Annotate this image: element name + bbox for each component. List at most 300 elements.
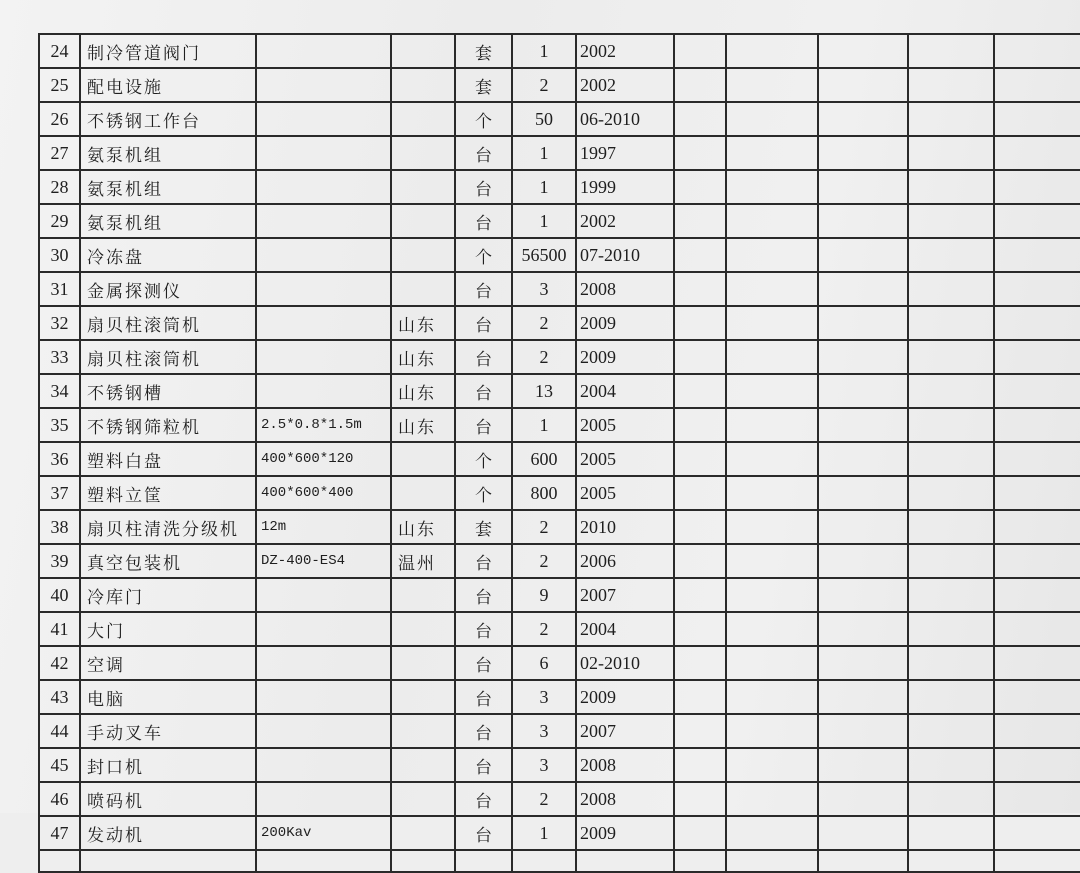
empty-cell xyxy=(994,680,1080,714)
table-row xyxy=(39,680,1080,714)
year-cell: 2007 xyxy=(576,714,674,748)
origin-cell: 山东 xyxy=(391,510,455,544)
empty-cell xyxy=(818,204,908,238)
spec-cell xyxy=(256,714,391,748)
empty-cell xyxy=(674,714,726,748)
origin-cell xyxy=(391,204,455,238)
empty-cell xyxy=(726,306,818,340)
equipment-name-cell: 扇贝柱滚筒机 xyxy=(80,306,256,340)
origin-cell xyxy=(391,476,455,510)
year-cell: 1999 xyxy=(576,170,674,204)
empty-cell xyxy=(818,272,908,306)
origin-cell xyxy=(391,816,455,850)
row-number-cell: 34 xyxy=(39,374,80,408)
unit-cell: 台 xyxy=(455,816,512,850)
empty-cell xyxy=(512,850,576,872)
origin-cell xyxy=(391,170,455,204)
equipment-name-cell: 手动叉车 xyxy=(80,714,256,748)
spec-cell: 12m xyxy=(256,510,391,544)
table-row xyxy=(39,34,1080,68)
unit-cell: 个 xyxy=(455,476,512,510)
unit-cell: 台 xyxy=(455,714,512,748)
empty-cell xyxy=(726,544,818,578)
empty-cell xyxy=(726,714,818,748)
quantity-cell: 3 xyxy=(512,272,576,306)
spec-cell xyxy=(256,306,391,340)
table-row xyxy=(39,714,1080,748)
spec-cell: 400*600*120 xyxy=(256,442,391,476)
empty-cell xyxy=(994,340,1080,374)
quantity-cell: 1 xyxy=(512,204,576,238)
empty-cell xyxy=(818,238,908,272)
table-row xyxy=(39,850,1080,872)
equipment-name-cell: 氨泵机组 xyxy=(80,204,256,238)
equipment-name-cell: 制冷管道阀门 xyxy=(80,34,256,68)
empty-cell xyxy=(818,476,908,510)
year-cell: 2004 xyxy=(576,612,674,646)
empty-cell xyxy=(726,272,818,306)
year-cell: 2007 xyxy=(576,578,674,612)
empty-cell xyxy=(674,544,726,578)
equipment-name-cell: 发动机 xyxy=(80,816,256,850)
empty-cell xyxy=(674,646,726,680)
row-number-cell: 41 xyxy=(39,612,80,646)
empty-cell xyxy=(994,34,1080,68)
quantity-cell: 2 xyxy=(512,68,576,102)
spec-cell: 2.5*0.8*1.5m xyxy=(256,408,391,442)
empty-cell xyxy=(726,646,818,680)
row-number-cell: 42 xyxy=(39,646,80,680)
empty-cell xyxy=(674,34,726,68)
empty-cell xyxy=(908,102,994,136)
spec-cell xyxy=(256,68,391,102)
origin-cell xyxy=(391,272,455,306)
equipment-name-cell: 氨泵机组 xyxy=(80,170,256,204)
empty-cell xyxy=(908,544,994,578)
row-number-cell: 32 xyxy=(39,306,80,340)
table-row xyxy=(39,782,1080,816)
empty-cell xyxy=(994,816,1080,850)
quantity-cell: 9 xyxy=(512,578,576,612)
equipment-name-cell: 不锈钢筛粒机 xyxy=(80,408,256,442)
unit-cell: 台 xyxy=(455,306,512,340)
empty-cell xyxy=(818,646,908,680)
empty-cell xyxy=(818,578,908,612)
empty-cell xyxy=(674,238,726,272)
quantity-cell: 2 xyxy=(512,340,576,374)
empty-cell xyxy=(391,850,455,872)
empty-cell xyxy=(726,680,818,714)
origin-cell xyxy=(391,680,455,714)
empty-cell xyxy=(994,170,1080,204)
year-cell: 02-2010 xyxy=(576,646,674,680)
row-number-cell: 36 xyxy=(39,442,80,476)
equipment-name-cell: 扇贝柱滚筒机 xyxy=(80,340,256,374)
year-cell: 2009 xyxy=(576,306,674,340)
empty-cell xyxy=(726,34,818,68)
empty-cell xyxy=(674,136,726,170)
spec-cell xyxy=(256,170,391,204)
year-cell: 2008 xyxy=(576,748,674,782)
quantity-cell: 600 xyxy=(512,442,576,476)
quantity-cell: 56500 xyxy=(512,238,576,272)
year-cell: 2004 xyxy=(576,374,674,408)
unit-cell: 台 xyxy=(455,408,512,442)
unit-cell: 个 xyxy=(455,238,512,272)
empty-cell xyxy=(39,850,80,872)
empty-cell xyxy=(908,340,994,374)
empty-cell xyxy=(674,68,726,102)
quantity-cell: 2 xyxy=(512,612,576,646)
row-number-cell: 33 xyxy=(39,340,80,374)
quantity-cell: 2 xyxy=(512,306,576,340)
table-row xyxy=(39,306,1080,340)
year-cell: 07-2010 xyxy=(576,238,674,272)
origin-cell xyxy=(391,442,455,476)
unit-cell: 台 xyxy=(455,748,512,782)
origin-cell xyxy=(391,102,455,136)
table-row xyxy=(39,408,1080,442)
empty-cell xyxy=(994,238,1080,272)
quantity-cell: 3 xyxy=(512,714,576,748)
origin-cell xyxy=(391,748,455,782)
equipment-name-cell: 塑料立筐 xyxy=(80,476,256,510)
spec-cell xyxy=(256,204,391,238)
quantity-cell: 50 xyxy=(512,102,576,136)
empty-cell xyxy=(818,782,908,816)
row-number-cell: 46 xyxy=(39,782,80,816)
table-row xyxy=(39,816,1080,850)
equipment-name-cell: 氨泵机组 xyxy=(80,136,256,170)
row-number-cell: 24 xyxy=(39,34,80,68)
empty-cell xyxy=(818,748,908,782)
unit-cell: 台 xyxy=(455,374,512,408)
year-cell: 2005 xyxy=(576,408,674,442)
table-row xyxy=(39,578,1080,612)
row-number-cell: 28 xyxy=(39,170,80,204)
spec-cell xyxy=(256,748,391,782)
empty-cell xyxy=(674,782,726,816)
spec-cell xyxy=(256,272,391,306)
empty-cell xyxy=(908,714,994,748)
empty-cell xyxy=(994,510,1080,544)
empty-cell xyxy=(674,204,726,238)
empty-cell xyxy=(994,136,1080,170)
unit-cell: 套 xyxy=(455,510,512,544)
empty-cell xyxy=(674,578,726,612)
origin-cell: 山东 xyxy=(391,340,455,374)
quantity-cell: 3 xyxy=(512,680,576,714)
unit-cell: 台 xyxy=(455,782,512,816)
empty-cell xyxy=(994,782,1080,816)
table-row xyxy=(39,374,1080,408)
row-number-cell: 31 xyxy=(39,272,80,306)
year-cell: 06-2010 xyxy=(576,102,674,136)
empty-cell xyxy=(674,408,726,442)
empty-cell xyxy=(818,510,908,544)
empty-cell xyxy=(726,510,818,544)
quantity-cell: 3 xyxy=(512,748,576,782)
empty-cell xyxy=(726,340,818,374)
empty-cell xyxy=(994,578,1080,612)
table-row xyxy=(39,748,1080,782)
year-cell: 2008 xyxy=(576,272,674,306)
empty-cell xyxy=(818,306,908,340)
spec-cell: 400*600*400 xyxy=(256,476,391,510)
spec-cell xyxy=(256,102,391,136)
origin-cell xyxy=(391,782,455,816)
empty-cell xyxy=(726,102,818,136)
empty-cell xyxy=(994,476,1080,510)
spec-cell xyxy=(256,646,391,680)
unit-cell: 台 xyxy=(455,340,512,374)
row-number-cell: 37 xyxy=(39,476,80,510)
empty-cell xyxy=(994,272,1080,306)
empty-cell xyxy=(726,68,818,102)
spec-cell xyxy=(256,238,391,272)
empty-cell xyxy=(994,102,1080,136)
row-number-cell: 27 xyxy=(39,136,80,170)
table-row xyxy=(39,102,1080,136)
unit-cell: 台 xyxy=(455,136,512,170)
empty-cell xyxy=(908,136,994,170)
origin-cell: 山东 xyxy=(391,374,455,408)
empty-cell xyxy=(908,306,994,340)
empty-cell xyxy=(455,850,512,872)
empty-cell xyxy=(674,612,726,646)
empty-cell xyxy=(994,748,1080,782)
year-cell: 2009 xyxy=(576,816,674,850)
quantity-cell: 800 xyxy=(512,476,576,510)
empty-cell xyxy=(818,170,908,204)
year-cell: 2009 xyxy=(576,680,674,714)
empty-cell xyxy=(674,374,726,408)
empty-cell xyxy=(908,782,994,816)
empty-cell xyxy=(674,170,726,204)
empty-cell xyxy=(818,850,908,872)
empty-cell xyxy=(818,544,908,578)
origin-cell xyxy=(391,68,455,102)
empty-cell xyxy=(674,340,726,374)
empty-cell xyxy=(994,714,1080,748)
spec-cell xyxy=(256,782,391,816)
empty-cell xyxy=(908,170,994,204)
empty-cell xyxy=(908,748,994,782)
empty-cell xyxy=(726,850,818,872)
empty-cell xyxy=(994,68,1080,102)
row-number-cell: 45 xyxy=(39,748,80,782)
empty-cell xyxy=(908,34,994,68)
spec-cell xyxy=(256,34,391,68)
year-cell: 2009 xyxy=(576,340,674,374)
empty-cell xyxy=(994,612,1080,646)
quantity-cell: 2 xyxy=(512,510,576,544)
equipment-name-cell: 空调 xyxy=(80,646,256,680)
unit-cell: 套 xyxy=(455,34,512,68)
empty-cell xyxy=(818,408,908,442)
quantity-cell: 1 xyxy=(512,408,576,442)
row-number-cell: 44 xyxy=(39,714,80,748)
year-cell: 2008 xyxy=(576,782,674,816)
empty-cell xyxy=(726,238,818,272)
empty-cell xyxy=(726,578,818,612)
spec-cell xyxy=(256,374,391,408)
table-body xyxy=(39,34,1080,872)
empty-cell xyxy=(908,476,994,510)
empty-cell xyxy=(674,850,726,872)
empty-cell xyxy=(908,816,994,850)
empty-cell xyxy=(674,272,726,306)
empty-cell xyxy=(994,850,1080,872)
empty-cell xyxy=(908,204,994,238)
equipment-name-cell: 大门 xyxy=(80,612,256,646)
origin-cell: 山东 xyxy=(391,306,455,340)
empty-cell xyxy=(674,306,726,340)
empty-cell xyxy=(994,408,1080,442)
unit-cell: 台 xyxy=(455,680,512,714)
equipment-name-cell: 塑料白盘 xyxy=(80,442,256,476)
table-row xyxy=(39,170,1080,204)
year-cell: 2010 xyxy=(576,510,674,544)
empty-cell xyxy=(994,204,1080,238)
origin-cell: 山东 xyxy=(391,408,455,442)
year-cell: 2002 xyxy=(576,68,674,102)
quantity-cell: 1 xyxy=(512,170,576,204)
empty-cell xyxy=(674,748,726,782)
equipment-name-cell: 封口机 xyxy=(80,748,256,782)
empty-cell xyxy=(818,340,908,374)
empty-cell xyxy=(726,476,818,510)
empty-cell xyxy=(908,238,994,272)
equipment-name-cell: 扇贝柱清洗分级机 xyxy=(80,510,256,544)
empty-cell xyxy=(818,680,908,714)
empty-cell xyxy=(994,306,1080,340)
empty-cell xyxy=(726,748,818,782)
table-row xyxy=(39,646,1080,680)
table-row xyxy=(39,238,1080,272)
equipment-table xyxy=(38,33,1080,873)
empty-cell xyxy=(908,612,994,646)
empty-cell xyxy=(908,646,994,680)
empty-cell xyxy=(994,544,1080,578)
equipment-name-cell: 配电设施 xyxy=(80,68,256,102)
row-number-cell: 25 xyxy=(39,68,80,102)
table-row xyxy=(39,340,1080,374)
table-row xyxy=(39,476,1080,510)
empty-cell xyxy=(908,680,994,714)
equipment-name-cell: 冷库门 xyxy=(80,578,256,612)
equipment-name-cell: 真空包装机 xyxy=(80,544,256,578)
spec-cell xyxy=(256,578,391,612)
empty-cell xyxy=(908,850,994,872)
origin-cell xyxy=(391,578,455,612)
quantity-cell: 2 xyxy=(512,782,576,816)
table-row xyxy=(39,272,1080,306)
spec-cell xyxy=(256,136,391,170)
empty-cell xyxy=(818,816,908,850)
empty-cell xyxy=(726,374,818,408)
quantity-cell: 1 xyxy=(512,816,576,850)
empty-cell xyxy=(908,510,994,544)
empty-cell xyxy=(674,442,726,476)
empty-cell xyxy=(726,442,818,476)
table-row xyxy=(39,612,1080,646)
row-number-cell: 47 xyxy=(39,816,80,850)
empty-cell xyxy=(726,782,818,816)
quantity-cell: 2 xyxy=(512,544,576,578)
empty-cell xyxy=(80,850,256,872)
empty-cell xyxy=(818,442,908,476)
empty-cell xyxy=(726,408,818,442)
equipment-name-cell: 冷冻盘 xyxy=(80,238,256,272)
unit-cell: 台 xyxy=(455,272,512,306)
quantity-cell: 13 xyxy=(512,374,576,408)
table-row xyxy=(39,204,1080,238)
empty-cell xyxy=(818,68,908,102)
year-cell: 2006 xyxy=(576,544,674,578)
empty-cell xyxy=(994,442,1080,476)
origin-cell xyxy=(391,612,455,646)
empty-cell xyxy=(994,646,1080,680)
empty-cell xyxy=(674,680,726,714)
equipment-name-cell: 金属探测仪 xyxy=(80,272,256,306)
row-number-cell: 30 xyxy=(39,238,80,272)
year-cell: 1997 xyxy=(576,136,674,170)
empty-cell xyxy=(726,612,818,646)
table-row xyxy=(39,442,1080,476)
empty-cell xyxy=(908,272,994,306)
table-row xyxy=(39,510,1080,544)
empty-cell xyxy=(908,408,994,442)
year-cell: 2002 xyxy=(576,34,674,68)
unit-cell: 台 xyxy=(455,544,512,578)
empty-cell xyxy=(908,442,994,476)
empty-cell xyxy=(908,68,994,102)
empty-cell xyxy=(818,136,908,170)
equipment-name-cell: 喷码机 xyxy=(80,782,256,816)
origin-cell xyxy=(391,714,455,748)
table-row xyxy=(39,544,1080,578)
empty-cell xyxy=(674,476,726,510)
empty-cell xyxy=(726,170,818,204)
empty-cell xyxy=(726,136,818,170)
spec-cell: 200Kav xyxy=(256,816,391,850)
spec-cell: DZ-400-ES4 xyxy=(256,544,391,578)
spec-cell xyxy=(256,680,391,714)
empty-cell xyxy=(818,374,908,408)
origin-cell xyxy=(391,646,455,680)
empty-cell xyxy=(994,374,1080,408)
equipment-name-cell: 电脑 xyxy=(80,680,256,714)
unit-cell: 台 xyxy=(455,646,512,680)
spec-cell xyxy=(256,340,391,374)
empty-cell xyxy=(726,816,818,850)
unit-cell: 台 xyxy=(455,170,512,204)
origin-cell: 温州 xyxy=(391,544,455,578)
row-number-cell: 35 xyxy=(39,408,80,442)
empty-cell xyxy=(818,714,908,748)
unit-cell: 个 xyxy=(455,442,512,476)
table-row xyxy=(39,68,1080,102)
empty-cell xyxy=(908,374,994,408)
year-cell: 2002 xyxy=(576,204,674,238)
quantity-cell: 6 xyxy=(512,646,576,680)
empty-cell xyxy=(674,510,726,544)
spec-cell xyxy=(256,612,391,646)
year-cell: 2005 xyxy=(576,476,674,510)
empty-cell xyxy=(674,102,726,136)
row-number-cell: 38 xyxy=(39,510,80,544)
